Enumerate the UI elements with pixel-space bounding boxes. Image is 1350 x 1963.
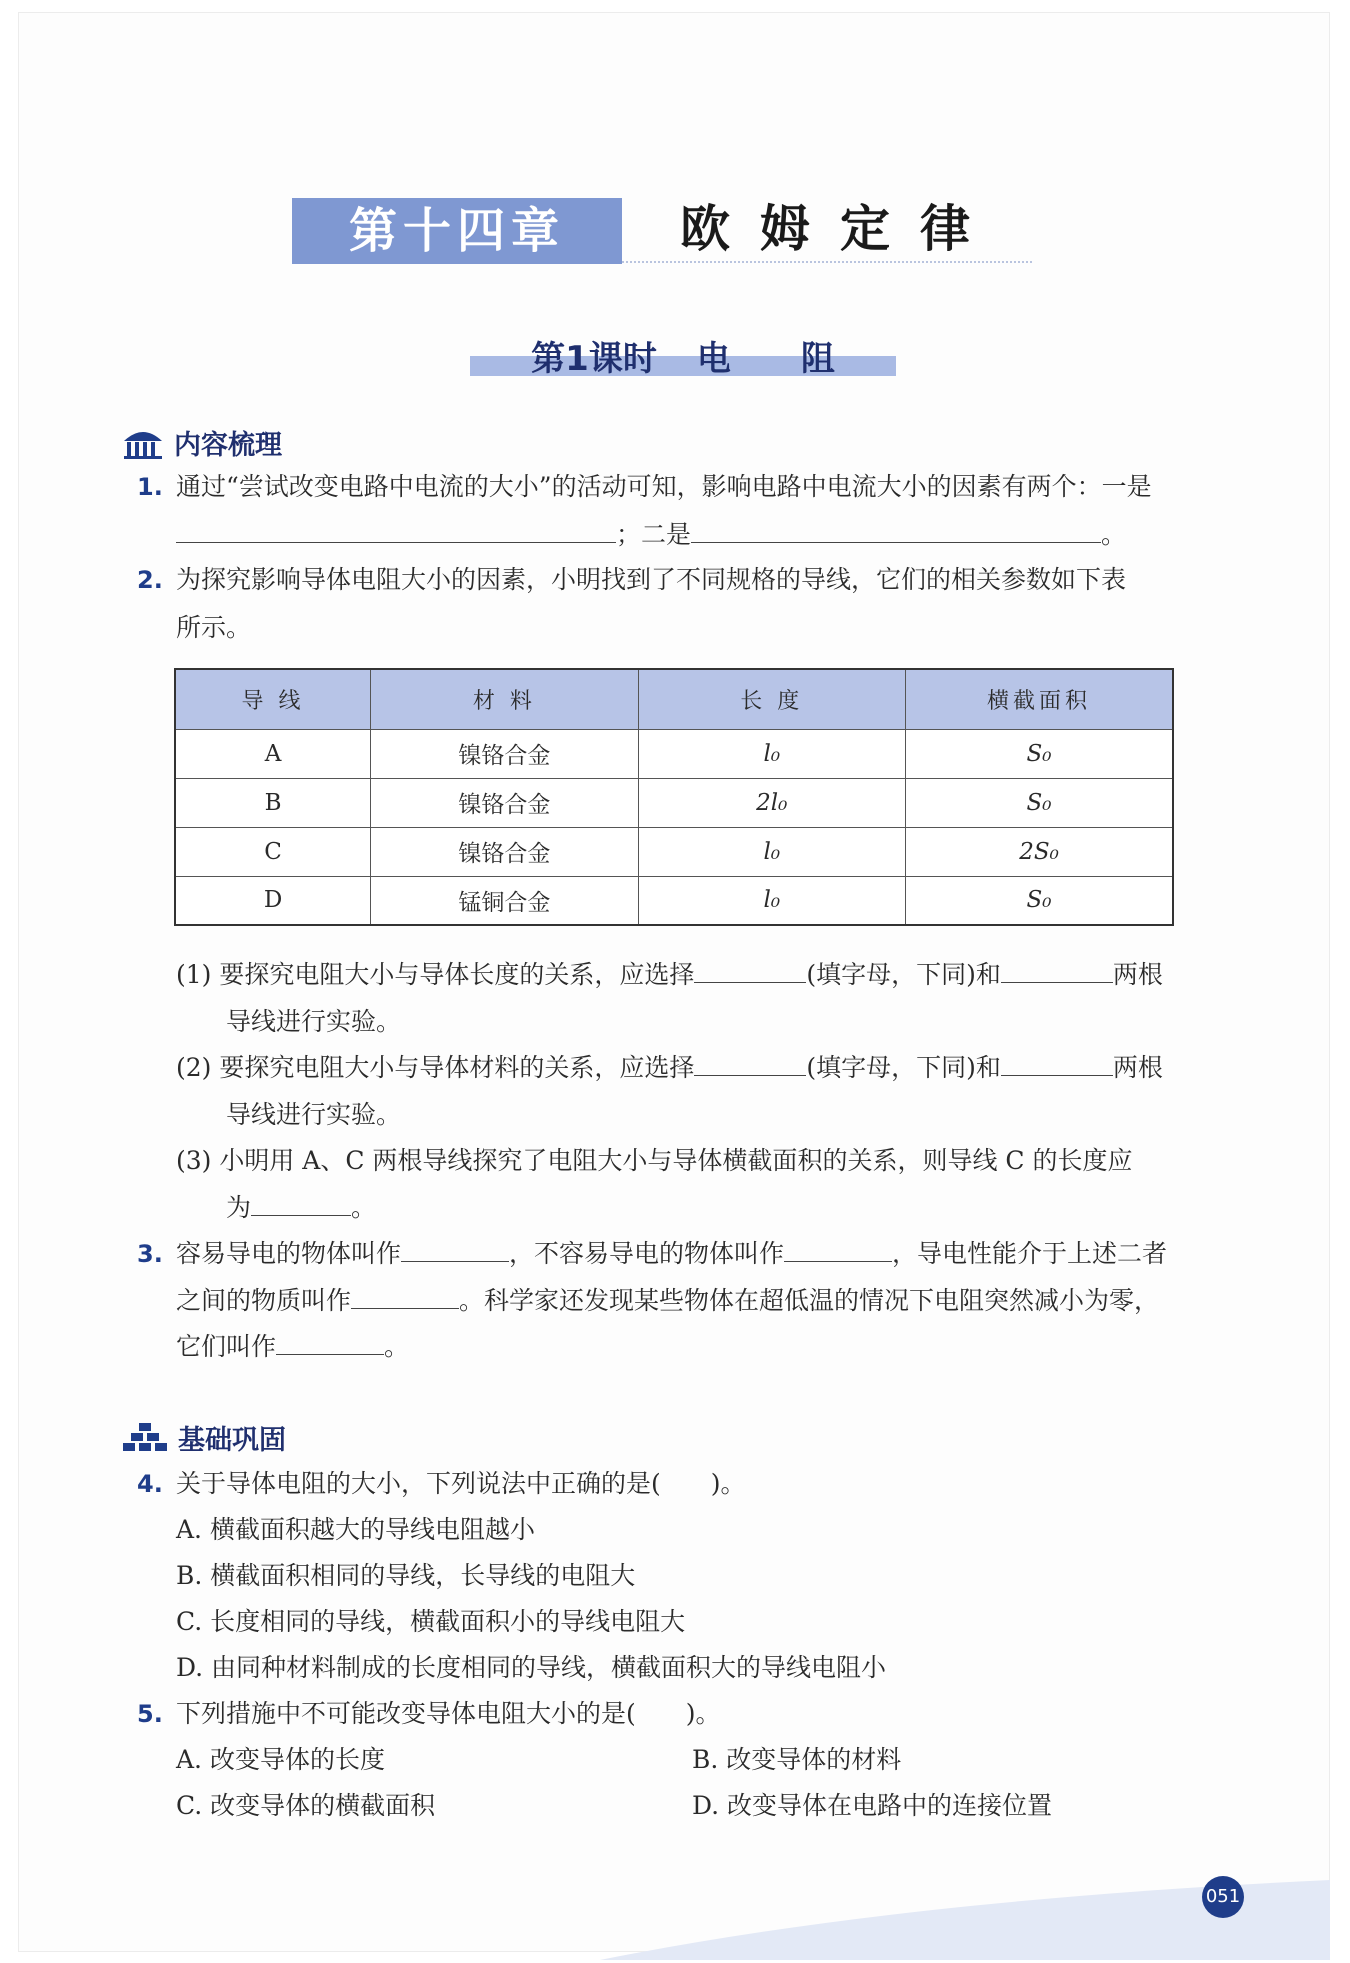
q5-option-b[interactable]: B. 改变导体的材料: [692, 1745, 902, 1774]
q3-text-a: 容易导电的物体叫作: [176, 1239, 402, 1268]
answer-blank[interactable]: [784, 1234, 892, 1262]
pillars-icon: [122, 425, 164, 459]
page-number: 051: [1202, 1876, 1244, 1918]
q1-end: 。: [1101, 520, 1127, 549]
q3-text-g: 。: [384, 1332, 410, 1361]
cell-wire: D: [175, 876, 371, 925]
section-content-review: [122, 422, 282, 462]
q3-text-d: 之间的物质叫作: [176, 1286, 352, 1315]
q2-sub1-line-1: [176, 955, 1163, 995]
table-row: [175, 729, 1173, 778]
q5-stem: 下列措施中不可能改变导体电阻大小的是( )。: [176, 1699, 721, 1728]
wire-parameter-table: [174, 668, 1174, 926]
q3-text-c: ，导电性能介于上述二者: [892, 1239, 1168, 1268]
q1-separator: ；二是: [616, 520, 692, 549]
q3-text-e: 。科学家还发现某些物体在超低温的情况下电阻突然减小为零，: [459, 1286, 1160, 1315]
cell-area: [906, 876, 1174, 925]
chapter-number: 第十四章: [348, 203, 565, 259]
lesson-title: [470, 334, 896, 384]
section-label: 基础巩固: [178, 1424, 286, 1456]
sub2-text-c: 两根: [1112, 1053, 1163, 1082]
question-number: 3.: [137, 1240, 163, 1268]
cell-material: 镍铬合金: [371, 827, 638, 876]
sub3-text-b: 为: [226, 1193, 252, 1222]
table-row: [175, 778, 1173, 827]
cell-material: 锰铜合金: [371, 876, 638, 925]
q5-option-d[interactable]: D. 改变导体在电路中的连接位置: [692, 1791, 1053, 1820]
length-value: 2l₀: [756, 789, 788, 816]
question-number: 4.: [137, 1470, 163, 1498]
table-row: [175, 876, 1173, 925]
q5-option-c[interactable]: C. 改变导体的横截面积: [176, 1791, 436, 1820]
q5-option-a[interactable]: A. 改变导体的长度: [176, 1745, 385, 1774]
cell-length: [638, 778, 905, 827]
answer-blank[interactable]: [1001, 1048, 1113, 1076]
area-value: 2S₀: [1019, 838, 1059, 865]
q2-sub3-line-2: [226, 1188, 376, 1228]
q4-option-b[interactable]: B. 横截面积相同的导线，长导线的电阻大: [176, 1561, 636, 1590]
chapter-divider: [622, 261, 1032, 263]
q1-line-2: [176, 515, 1126, 555]
q3-line-1: [176, 1234, 1167, 1274]
cell-area: [906, 827, 1174, 876]
header-length: 长 度: [638, 669, 905, 729]
q3-line-3: [176, 1327, 409, 1367]
q4-option-d[interactable]: D. 由同种材料制成的长度相同的导线，横截面积大的导线电阻小: [176, 1653, 887, 1682]
cell-length: [638, 729, 905, 778]
section-basic-consolidation: [122, 1417, 286, 1457]
lesson-char-1: 电: [696, 339, 731, 379]
q2-sub2-line-1: [176, 1048, 1163, 1088]
answer-blank[interactable]: [694, 955, 806, 983]
area-value: S₀: [1026, 789, 1052, 816]
sub1-text-a: (1) 要探究电阻大小与导体长度的关系，应选择: [176, 960, 695, 989]
question-number: 1.: [137, 473, 163, 501]
q4-option-c[interactable]: C. 长度相同的导线，横截面积小的导线电阻大: [176, 1607, 686, 1636]
answer-blank[interactable]: [351, 1281, 459, 1309]
cell-area: [906, 729, 1174, 778]
q2-line-1: 为探究影响导体电阻大小的因素，小明找到了不同规格的导线，它们的相关参数如下表: [176, 565, 1127, 594]
sub2-text-a: (2) 要探究电阻大小与导体材料的关系，应选择: [176, 1053, 695, 1082]
chapter-title: 欧姆定律: [680, 199, 1000, 258]
q2-sub3-line-1: (3) 小明用 A、C 两根导线探究了电阻大小与导体横截面积的关系，则导线 C 的长度应: [176, 1146, 1133, 1175]
q2-sub1-line-2: 导线进行实验。: [226, 1007, 402, 1036]
answer-blank[interactable]: [691, 515, 1101, 543]
bricks-icon: [122, 1421, 168, 1453]
cell-material: 镍铬合金: [371, 778, 638, 827]
table-row: [175, 827, 1173, 876]
q3-text-f: 它们叫作: [176, 1332, 277, 1361]
answer-blank[interactable]: [176, 515, 616, 543]
sub2-text-b: (填字母，下同)和: [806, 1053, 1001, 1082]
header-area: 横截面积: [906, 669, 1174, 729]
area-value: S₀: [1026, 740, 1052, 767]
sub3-text-c: 。: [351, 1193, 377, 1222]
q2-line-2: 所示。: [176, 613, 252, 642]
length-value: l₀: [763, 838, 781, 865]
cell-length: [638, 876, 905, 925]
cell-length: [638, 827, 905, 876]
header-wire: 导 线: [175, 669, 371, 729]
q3-text-b: ，不容易导电的物体叫作: [509, 1239, 785, 1268]
q2-sub2-line-2: 导线进行实验。: [226, 1100, 402, 1129]
cell-material: 镍铬合金: [371, 729, 638, 778]
sub1-text-b: (填字母，下同)和: [806, 960, 1001, 989]
q4-stem: 关于导体电阻的大小，下列说法中正确的是( )。: [176, 1469, 746, 1498]
section-label: 内容梳理: [174, 429, 282, 461]
cell-wire: A: [175, 729, 371, 778]
q1-line-1: 通过“尝试改变电路中电流的大小”的活动可知，影响电路中电流大小的因素有两个：一是: [176, 472, 1152, 501]
q3-line-2: [176, 1281, 1159, 1321]
question-number: 5.: [137, 1700, 163, 1728]
question-number: 2.: [137, 566, 163, 594]
header-material: 材 料: [371, 669, 638, 729]
cell-wire: C: [175, 827, 371, 876]
answer-blank[interactable]: [276, 1327, 384, 1355]
cell-wire: B: [175, 778, 371, 827]
q4-option-a[interactable]: A. 横截面积越大的导线电阻越小: [176, 1515, 535, 1544]
answer-blank[interactable]: [401, 1234, 509, 1262]
lesson-prefix: 第1课时: [531, 339, 657, 379]
length-value: l₀: [763, 887, 781, 914]
answer-blank[interactable]: [694, 1048, 806, 1076]
cell-area: [906, 778, 1174, 827]
answer-blank[interactable]: [251, 1188, 351, 1216]
table-header-row: [175, 669, 1173, 729]
sub1-text-c: 两根: [1112, 960, 1163, 989]
answer-blank[interactable]: [1001, 955, 1113, 983]
lesson-char-2: 阻: [800, 339, 835, 379]
area-value: S₀: [1026, 887, 1052, 914]
length-value: l₀: [763, 740, 781, 767]
